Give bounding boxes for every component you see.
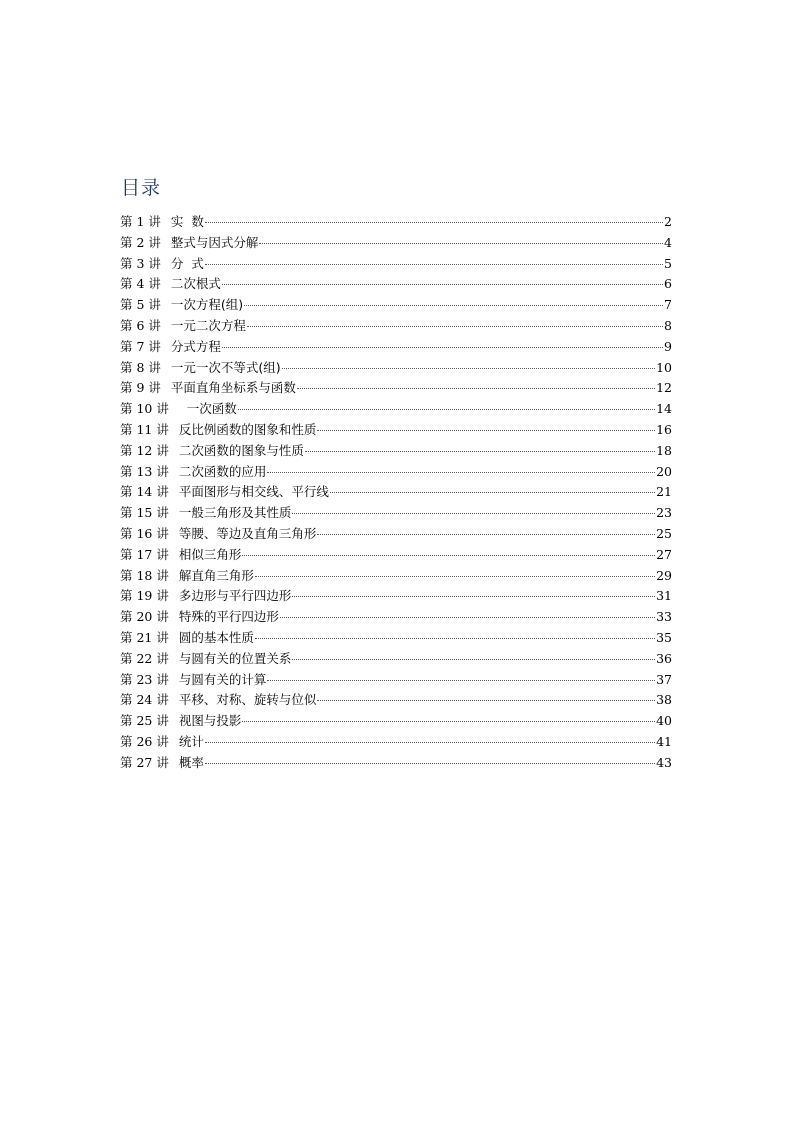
toc-entry-page-number: 16 bbox=[656, 421, 672, 437]
toc-entry-number: 第 25 讲 bbox=[120, 713, 169, 729]
toc-entry[interactable] bbox=[120, 462, 672, 483]
toc-entry[interactable] bbox=[120, 233, 672, 254]
toc-entry-page-number: 6 bbox=[664, 276, 672, 292]
toc-entry-page-number: 9 bbox=[664, 338, 672, 354]
toc-entry[interactable] bbox=[120, 670, 672, 691]
toc-entry[interactable] bbox=[120, 503, 672, 524]
toc-dot-leader bbox=[282, 368, 655, 369]
toc-entry-title: 与圆有关的位置关系 bbox=[178, 650, 292, 666]
toc-entry-number: 第 21 讲 bbox=[120, 629, 169, 645]
toc-entry-page-number: 35 bbox=[656, 629, 672, 645]
toc-entry-page-number: 7 bbox=[664, 297, 672, 313]
toc-entry-page-number: 41 bbox=[656, 733, 672, 749]
toc-title: 目录 bbox=[121, 177, 162, 199]
toc-entry-page-number: 25 bbox=[656, 525, 672, 541]
toc-dot-leader bbox=[317, 700, 655, 701]
toc-entry[interactable] bbox=[120, 295, 672, 316]
toc-dot-leader bbox=[259, 243, 663, 244]
toc-entry-number: 第 15 讲 bbox=[120, 505, 169, 521]
toc-entry-number: 第 7 讲 bbox=[120, 338, 161, 354]
toc-entry-title: 一元二次方程 bbox=[170, 317, 246, 333]
toc-entry[interactable] bbox=[120, 732, 672, 753]
toc-entry-number: 第 5 讲 bbox=[120, 297, 161, 313]
toc-entry-title: 一般三角形及其性质 bbox=[178, 505, 292, 521]
toc-dot-leader bbox=[242, 555, 655, 556]
toc-entry[interactable] bbox=[120, 566, 672, 587]
toc-entry[interactable] bbox=[120, 274, 672, 295]
toc-entry-title: 实 数 bbox=[170, 214, 204, 229]
toc-entry-title: 二次函数的应用 bbox=[178, 463, 267, 479]
toc-dot-leader bbox=[317, 430, 655, 431]
toc-entry[interactable] bbox=[120, 586, 672, 607]
toc-entry-page-number: 43 bbox=[656, 754, 672, 770]
toc-entry-title: 与圆有关的计算 bbox=[178, 671, 267, 687]
toc-entry-title: 特殊的平行四边形 bbox=[178, 609, 279, 625]
toc-entry[interactable] bbox=[120, 753, 672, 774]
toc-entry-title: 解直角三角形 bbox=[178, 567, 254, 583]
toc-entry-page-number: 5 bbox=[664, 255, 672, 271]
toc-entry[interactable] bbox=[120, 649, 672, 670]
toc-entry-page-number: 29 bbox=[656, 567, 672, 583]
toc-entry-title: 一元一次不等式(组) bbox=[170, 359, 281, 375]
toc-entry-number: 第 16 讲 bbox=[120, 525, 169, 541]
toc-entry-number: 第 26 讲 bbox=[120, 733, 169, 749]
toc-dot-leader bbox=[244, 305, 663, 306]
toc-entry-title: 平面直角坐标系与函数 bbox=[170, 380, 296, 396]
toc-entry-title: 视图与投影 bbox=[178, 713, 242, 729]
toc-entry-number: 第 12 讲 bbox=[120, 442, 169, 458]
toc-dot-leader bbox=[280, 617, 655, 618]
toc-entry-number: 第 24 讲 bbox=[120, 692, 169, 708]
toc-entry[interactable] bbox=[120, 482, 672, 503]
toc-dot-leader bbox=[267, 472, 655, 473]
toc-entry-title: 平面图形与相交线、平行线 bbox=[178, 484, 329, 500]
toc-entry-page-number: 38 bbox=[656, 692, 672, 708]
toc-entry-number: 第 19 讲 bbox=[120, 588, 169, 604]
toc-entry-page-number: 27 bbox=[656, 546, 672, 562]
toc-entry-number: 第 23 讲 bbox=[120, 671, 169, 687]
toc-list bbox=[120, 212, 672, 774]
toc-entry-title: 相似三角形 bbox=[178, 546, 242, 562]
toc-entry-number: 第 14 讲 bbox=[120, 484, 169, 500]
toc-dot-leader bbox=[205, 222, 663, 223]
toc-entry-page-number: 23 bbox=[656, 505, 672, 521]
toc-entry[interactable] bbox=[120, 628, 672, 649]
toc-entry[interactable] bbox=[120, 399, 672, 420]
toc-entry-title: 整式与因式分解 bbox=[170, 234, 259, 250]
toc-dot-leader bbox=[205, 264, 663, 265]
toc-dot-leader bbox=[292, 513, 655, 514]
toc-entry-page-number: 40 bbox=[656, 713, 672, 729]
toc-entry[interactable] bbox=[120, 545, 672, 566]
toc-entry-page-number: 14 bbox=[656, 401, 672, 417]
toc-entry-page-number: 4 bbox=[664, 234, 672, 250]
toc-entry[interactable] bbox=[120, 212, 672, 233]
toc-entry-number: 第 9 讲 bbox=[120, 380, 161, 396]
toc-entry-page-number: 8 bbox=[664, 317, 672, 333]
toc-entry[interactable] bbox=[120, 420, 672, 441]
toc-entry-number: 第 1 讲 bbox=[120, 214, 161, 229]
toc-entry-title: 分式方程 bbox=[170, 338, 221, 354]
toc-entry-title: 多边形与平行四边形 bbox=[178, 588, 292, 604]
toc-entry-number: 第 17 讲 bbox=[120, 546, 169, 562]
toc-entry-title: 统计 bbox=[178, 733, 204, 749]
toc-dot-leader bbox=[255, 576, 655, 577]
toc-dot-leader bbox=[292, 596, 655, 597]
toc-entry[interactable] bbox=[120, 524, 672, 545]
toc-entry-title: 二次根式 bbox=[170, 276, 221, 292]
toc-dot-leader bbox=[292, 659, 655, 660]
toc-entry[interactable] bbox=[120, 607, 672, 628]
toc-entry-number: 第 20 讲 bbox=[120, 609, 169, 625]
toc-entry-title: 概率 bbox=[178, 754, 204, 770]
toc-entry-title: 分 式 bbox=[170, 255, 204, 271]
toc-entry-title: 平移、对称、旋转与位似 bbox=[178, 692, 317, 708]
toc-entry-number: 第 2 讲 bbox=[120, 234, 161, 250]
toc-entry-page-number: 37 bbox=[656, 671, 672, 687]
toc-entry-page-number: 18 bbox=[656, 442, 672, 458]
toc-entry-page-number: 36 bbox=[656, 650, 672, 666]
toc-entry-page-number: 2 bbox=[664, 214, 672, 229]
toc-entry-page-number: 33 bbox=[656, 609, 672, 625]
toc-dot-leader bbox=[205, 742, 655, 743]
toc-entry-number: 第 27 讲 bbox=[120, 754, 169, 770]
toc-dot-leader bbox=[238, 409, 655, 410]
toc-entry-title: 一次方程(组) bbox=[170, 297, 244, 313]
toc-entry-number: 第 6 讲 bbox=[120, 317, 161, 333]
toc-entry[interactable] bbox=[120, 378, 672, 399]
toc-entry[interactable] bbox=[120, 337, 672, 358]
toc-dot-leader bbox=[222, 284, 663, 285]
toc-entry-page-number: 10 bbox=[656, 359, 672, 375]
toc-entry-number: 第 3 讲 bbox=[120, 255, 161, 271]
toc-dot-leader bbox=[267, 680, 655, 681]
toc-dot-leader bbox=[255, 638, 655, 639]
toc-entry-title: 反比例函数的图象和性质 bbox=[178, 421, 317, 437]
toc-entry[interactable] bbox=[120, 358, 672, 379]
toc-entry-title: 一次函数 bbox=[178, 401, 237, 417]
toc-entry-number: 第 11 讲 bbox=[120, 421, 169, 437]
toc-entry-number: 第 10 讲 bbox=[120, 401, 169, 417]
toc-entry[interactable] bbox=[120, 316, 672, 337]
toc-dot-leader bbox=[242, 721, 655, 722]
toc-dot-leader bbox=[222, 347, 663, 348]
toc-entry[interactable] bbox=[120, 690, 672, 711]
toc-entry[interactable] bbox=[120, 441, 672, 462]
toc-entry-page-number: 21 bbox=[656, 484, 672, 500]
toc-entry-number: 第 4 讲 bbox=[120, 276, 161, 292]
toc-dot-leader bbox=[297, 388, 655, 389]
toc-entry-page-number: 20 bbox=[656, 463, 672, 479]
toc-entry-title: 等腰、等边及直角三角形 bbox=[178, 525, 317, 541]
toc-entry-title: 二次函数的图象与性质 bbox=[178, 442, 304, 458]
toc-entry-title: 圆的基本性质 bbox=[178, 629, 254, 645]
toc-entry-number: 第 13 讲 bbox=[120, 463, 169, 479]
toc-entry-number: 第 8 讲 bbox=[120, 359, 161, 375]
toc-entry-number: 第 18 讲 bbox=[120, 567, 169, 583]
toc-dot-leader bbox=[305, 451, 655, 452]
toc-dot-leader bbox=[205, 763, 655, 764]
toc-dot-leader bbox=[247, 326, 663, 327]
toc-entry[interactable] bbox=[120, 711, 672, 732]
toc-entry-number: 第 22 讲 bbox=[120, 650, 169, 666]
toc-entry-page-number: 31 bbox=[656, 588, 672, 604]
toc-dot-leader bbox=[330, 492, 655, 493]
toc-entry-page-number: 12 bbox=[656, 380, 672, 396]
toc-dot-leader bbox=[317, 534, 655, 535]
toc-entry[interactable] bbox=[120, 254, 672, 275]
